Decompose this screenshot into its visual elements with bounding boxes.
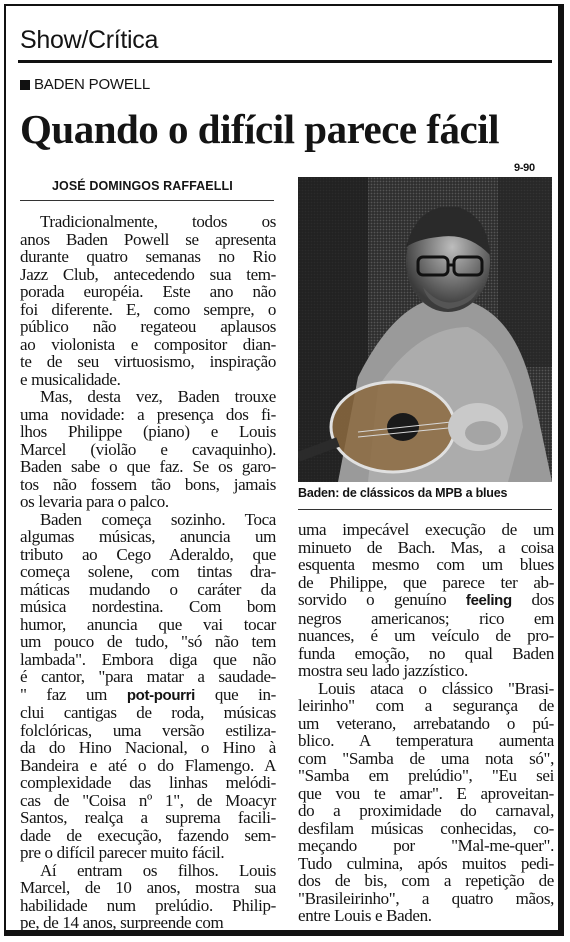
- article-line: dade de execução, fazendo sem-: [20, 825, 276, 845]
- article-line: nuances, é um veículo de pro-: [298, 626, 554, 645]
- article-line: com "Samba de uma nota só",: [298, 748, 554, 768]
- article-line: Tradicionalmente, todos os: [40, 212, 276, 231]
- kicker: [20, 76, 150, 94]
- article-line: pre o difícil parecer muito fácil.: [20, 843, 225, 862]
- section-title: Show/Crítica: [20, 26, 159, 54]
- article-line: algumas músicas, anuncia um: [20, 527, 276, 546]
- article-line: Jazz Club, antecedendo sua tem-: [20, 264, 276, 284]
- article-line: um pouco de tudo, "só não tem: [20, 632, 276, 651]
- article-line: desfilam músicas conhecidas, co-: [298, 818, 554, 838]
- article-line: habilidade num prelúdio. Philip-: [20, 895, 276, 915]
- article-line: porada européia. Este ano não: [20, 282, 276, 301]
- article-line: folclóricas, uma versão estiliza-: [20, 720, 276, 740]
- article-line: uma novidade: a presença dos fi-: [20, 404, 276, 424]
- article-line: Marcel (violão e cavaquinho).: [20, 439, 276, 459]
- byline: JOSÉ DOMINGOS RAFFAELLI: [52, 179, 233, 193]
- article-line: público não regateou aplausos: [20, 317, 276, 336]
- article-line: clui cantigas de roda, músicas: [20, 703, 276, 722]
- article-line: Aí entram os filhos. Louis: [40, 860, 276, 880]
- article-line: Marcel, de 10 anos, mostra sua: [20, 878, 276, 897]
- article-line: dos de bis, com a repetição de: [298, 871, 554, 890]
- article-column-1: [20, 213, 276, 932]
- article-line: de Philippe, que parece ter ab-: [298, 572, 554, 592]
- article-line: lambada". Embora diga que não: [20, 649, 276, 669]
- article-line: "Samba em prelúdio", "Eu sei: [298, 766, 554, 785]
- article-line: tos não fossem tão bons, jamais: [20, 474, 276, 494]
- article-line: da do Hino Nacional, o Hino à: [20, 738, 276, 757]
- article-line: ao violonista e compositor dian-: [20, 334, 276, 354]
- article-column-2: [298, 521, 554, 925]
- photo-baden-guitar: [298, 177, 552, 482]
- article-line: os levaria para o palco.: [20, 492, 169, 511]
- article-line: humor, anuncia que vai tocar: [20, 614, 276, 634]
- article-line: máticas mudando o caráter da: [20, 579, 276, 599]
- article-line: mostra seu lado jazzístico.: [298, 661, 468, 680]
- headline: Quando o difícil parece fácil: [20, 106, 500, 152]
- caption-rule: [298, 509, 552, 510]
- article-line: complexidade das linhas melódi-: [20, 773, 276, 792]
- article-line: Tudo culmina, após muitos pedi-: [298, 853, 554, 873]
- article-line: leirinho" com a segurança de: [298, 696, 554, 715]
- article-line: negros americanos; rico em: [298, 608, 554, 628]
- article-line: começa solene, com tintas dra-: [20, 562, 276, 581]
- article-line: anos Baden Powell se apresenta: [20, 229, 276, 249]
- photo-caption: Baden: de clássicos da MPB a blues: [298, 486, 508, 500]
- byline-rule: [20, 200, 274, 201]
- article-line: funda emoção, no qual Baden: [298, 643, 554, 663]
- article-line: cas de "Coisa nº 1", de Moacyr: [20, 790, 276, 810]
- article-line: que vou te amar". E aproveitan-: [298, 783, 554, 803]
- article-line: entre Louis e Baden.: [298, 906, 432, 925]
- article-line: pe, de 14 anos, surpreende com: [20, 913, 224, 932]
- article-line: Santos, realça a suprema facili-: [20, 808, 276, 827]
- article-line: é cantor, "para matar a saudade-: [20, 667, 276, 686]
- article-line: Baden começa sozinho. Toca: [40, 509, 276, 529]
- article-line: "Brasileirinho", a quatro mãos,: [298, 888, 554, 908]
- article-line: " faz um pot-pourri que in-: [20, 684, 276, 704]
- article-line: minueto de Bach. Mas, a coisa: [298, 537, 554, 557]
- article-line: durante quatro semanas no Rio: [20, 247, 276, 266]
- article-line: esquenta mesmo com um blues: [298, 555, 554, 574]
- article-line: sorvido o genuíno feeling dos: [298, 590, 555, 609]
- article-line: uma impecável execução de um: [298, 520, 554, 539]
- article-line: Louis ataca o clássico "Brasi-: [318, 678, 554, 698]
- section-rule: [18, 60, 552, 63]
- article-line: Bandeira e até o do Flamengo. A: [20, 755, 276, 775]
- article-line: meçando por "Mal-me-quer".: [298, 836, 554, 855]
- photo-code: 9-90: [514, 162, 535, 174]
- article-line: e musicalidade.: [20, 369, 121, 389]
- article-line: foi diferente. E, como sempre, o: [20, 299, 276, 319]
- kicker-label: BADEN POWELL: [34, 76, 150, 93]
- article-line: música nordestina. Com bom: [20, 597, 276, 616]
- article-line: um veterano, arrebatando o pú-: [298, 713, 554, 733]
- article-line: Baden sabe o que faz. Se os garo-: [20, 457, 276, 476]
- article-line: Mas, desta vez, Baden trouxe: [40, 387, 276, 406]
- kicker-square-icon: [20, 80, 30, 90]
- article-line: do a proximidade do carnaval,: [298, 801, 554, 820]
- article-line: blico. A temperatura aumenta: [298, 731, 554, 750]
- article-line: tributo ao Cego Aderaldo, que: [20, 544, 276, 564]
- article-line: te de seu virtuosismo, inspiração: [20, 352, 276, 371]
- article-line: lhos Philippe (piano) e Louis: [20, 422, 276, 441]
- photo-image: [298, 177, 552, 482]
